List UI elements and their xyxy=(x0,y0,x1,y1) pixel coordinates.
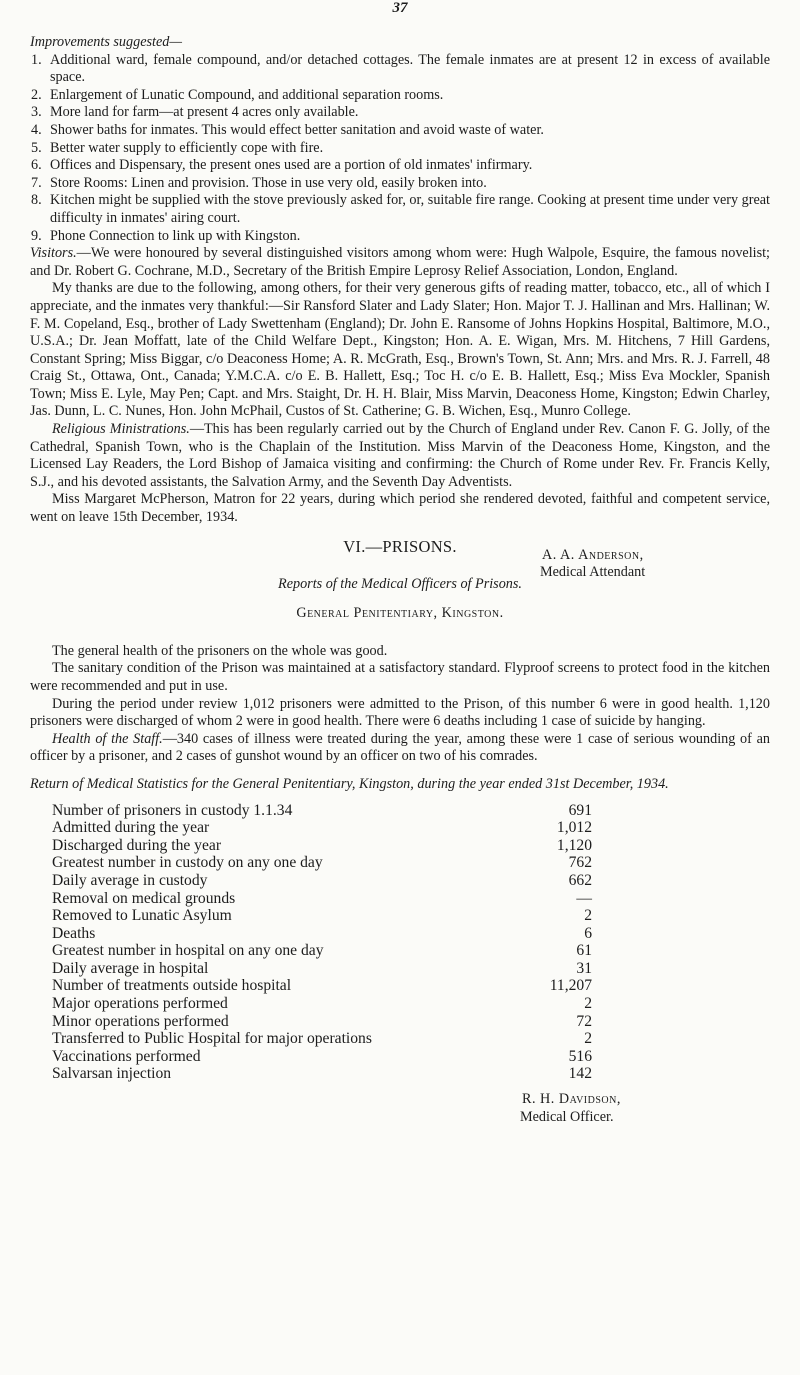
prisons-paragraph-2: The sanitary condition of the Prison was maintained at a satisfactory standard. Flyproof screens to protect food in the kitchen were recommended and put in use. xyxy=(30,660,770,694)
improvement-text: More land for farm—at present 4 acres only available. xyxy=(50,104,359,121)
stat-value: 1,012 xyxy=(556,819,592,837)
page-number: 37 xyxy=(392,0,408,16)
stat-row xyxy=(52,819,592,837)
stat-row xyxy=(52,907,592,925)
stat-value: 1,120 xyxy=(556,836,592,854)
stat-label: Number of prisoners in custody 1.1.34 xyxy=(52,801,293,819)
stat-label: Removed to Lunatic Asylum xyxy=(52,907,232,925)
prisons-section xyxy=(30,538,770,1126)
return-title: Return of Medical Statistics for the General Penitentiary, Kingston, during the year ended 31st December, 1934. xyxy=(30,775,669,792)
improvement-number: 8. xyxy=(31,192,42,209)
prisons-paragraph-1: The general health of the prisoners on the whole was good. xyxy=(52,642,388,659)
improvement-text: Offices and Dispensary, the present ones used are a portion of old inmates' infirmary. xyxy=(50,157,533,174)
stat-row xyxy=(52,872,592,890)
improvement-item xyxy=(30,228,770,246)
statistics-table xyxy=(52,802,592,1084)
section-title: VI.—PRISONS. xyxy=(343,537,457,556)
improvement-number: 3. xyxy=(31,104,42,121)
stat-value: 516 xyxy=(568,1047,592,1065)
improvement-text: Additional ward, female compound, and/or detached cottages. The female inmates are at present 12 in excess of available space. xyxy=(50,51,770,86)
signature-davidson xyxy=(520,1091,770,1126)
improvement-text: Phone Connection to link up with Kingston. xyxy=(50,227,301,244)
stat-value: 2 xyxy=(584,907,592,925)
stat-label: Salvarsan injection xyxy=(52,1065,172,1083)
stat-label: Deaths xyxy=(52,924,96,942)
stat-label: Admitted during the year xyxy=(52,819,210,837)
stat-row xyxy=(52,1013,592,1031)
institution-heading: General Penitentiary, Kingston. xyxy=(296,605,504,622)
stat-row xyxy=(52,942,592,960)
stat-value: 11,207 xyxy=(549,977,592,995)
stat-label: Minor operations performed xyxy=(52,1012,229,1030)
visitors-paragraph xyxy=(30,245,770,280)
improvement-number: 6. xyxy=(31,157,42,174)
improvement-number: 4. xyxy=(31,121,42,138)
stat-row xyxy=(52,995,592,1013)
stat-label: Greatest number in hospital on any one day xyxy=(52,942,324,960)
improvement-number: 1. xyxy=(31,51,42,68)
religious-paragraph xyxy=(30,421,770,491)
stat-label: Transferred to Public Hospital for major operations xyxy=(52,1030,372,1048)
stat-label: Daily average in custody xyxy=(52,871,208,889)
stat-value: 31 xyxy=(576,959,592,977)
asylum-report-section xyxy=(30,34,770,582)
stat-label: Major operations performed xyxy=(52,995,228,1013)
thanks-paragraph: My thanks are due to the following, among others, for their very generous gifts of reading matter, tobacco, etc., all of which I appreciate, and the inmates very thankful:—Sir Ransford Slater and Lady Slater; Hon. Major T. J. Hallinan and Mrs. Hallinan; W. F. M. Copeland, Esq., brother of Lady Swettenham (England); Dr. John E. Ransome of Johns Hopkins Hospital, Baltimore, M.O., U.S.A.; Dr. Jean Moffatt, late of the Child Welfare Dept., Kingston; Hon. A. E. Wigan, Mrs. M. Hitchens, 7 Hill Gardens, Constant Spring; Miss Biggar, c/o Deaconess Home; A. R. McGrath, Esq., Brown's Town, St. Ann; Mrs. and Mrs. R. J. Farrell, 48 Craig St., Ottawa, Ont., Canada; Y.M.C.A. c/o E. B. Hallett, Esq.; Toc H. c/o E. B. Hallett, Esq.; Miss Eva Mockler, Spanish Town; Miss E. Lyle, May Pen; Capt. and Mrs. Staight, Dr. H. H. Blair, Miss Marvin, Deaconess Home, Kingston; Edwin Charley, Jas. Dunn, L. C. Nunes, Hon. John McPhail, Custos of St. Catherine; G. B. Wichen, Esq., Munro College. xyxy=(30,280,770,420)
stat-label: Removal on medical grounds xyxy=(52,889,236,907)
religious-label: Religious Ministrations. xyxy=(52,421,190,438)
improvement-text: Store Rooms: Linen and provision. Those in use very old, easily broken into. xyxy=(50,174,487,191)
stat-value: 2 xyxy=(584,1030,592,1048)
stat-value: 691 xyxy=(568,801,592,819)
stat-row xyxy=(52,925,592,943)
improvements-heading: Improvements suggested— xyxy=(30,34,182,50)
staff-health-paragraph xyxy=(30,731,770,766)
stat-value: 72 xyxy=(576,1012,592,1030)
visitors-label: Visitors. xyxy=(30,245,77,262)
improvement-number: 2. xyxy=(31,86,42,103)
improvements-list xyxy=(30,52,770,246)
stat-value: — xyxy=(576,889,592,907)
signature-title: Medical Attendant xyxy=(540,564,646,581)
stat-row xyxy=(52,802,592,820)
stat-row xyxy=(52,1048,592,1066)
stat-row xyxy=(52,890,592,908)
improvement-item xyxy=(30,157,770,175)
improvement-item xyxy=(30,104,770,122)
improvement-item xyxy=(30,52,770,87)
signature-title: Medical Officer. xyxy=(520,1108,614,1125)
stat-row xyxy=(52,1030,592,1048)
staff-health-text: —340 cases of illness were treated during the year, among these were 1 case of serious wounding of an officer by a prisoner, and 2 cases of gunshot wound by an officer on two of his comrades. xyxy=(30,730,770,765)
stat-row xyxy=(52,1065,592,1083)
stat-value: 662 xyxy=(568,871,592,889)
improvement-number: 5. xyxy=(31,139,42,156)
signature-name: A. A. Anderson, xyxy=(542,546,644,563)
improvement-text: Shower baths for inmates. This would effect better sanitation and avoid waste of water. xyxy=(50,121,544,138)
staff-health-label: Health of the Staff. xyxy=(52,730,163,747)
stat-value: 762 xyxy=(568,854,592,872)
stat-row xyxy=(52,977,592,995)
improvement-item xyxy=(30,87,770,105)
improvement-item xyxy=(30,175,770,193)
improvement-text: Kitchen might be supplied with the stove previously asked for, or, suitable fire range. Cooking at present time under very great difficulty in inmates' airing court. xyxy=(50,192,770,226)
stat-value: 61 xyxy=(576,942,592,960)
stat-value: 142 xyxy=(568,1065,592,1083)
improvement-item xyxy=(30,122,770,140)
stat-row xyxy=(52,960,592,978)
stat-row xyxy=(52,837,592,855)
improvement-item xyxy=(30,192,770,227)
stat-label: Daily average in hospital xyxy=(52,959,209,977)
stat-label: Greatest number in custody on any one day xyxy=(52,854,323,872)
improvement-number: 7. xyxy=(31,174,42,191)
stat-row xyxy=(52,854,592,872)
religious-text: —This has been regularly carried out by the Church of England under Rev. Canon F. G. Jolly, of the Cathedral, Spanish Town, who is the Chaplain of the Institution. Miss Marvin of the Deaconess Home, Kingston, and the Licensed Lay Readers, the Lord Bishop of Jamaica visiting and confirming: the Church of Rome under Rev. Fr. Francis Kelly, S.J., and his devoted assistants, the Salvation Army, and the Seventh Day Adventists. xyxy=(30,421,770,490)
matron-paragraph: Miss Margaret McPherson, Matron for 22 years, during which period she rendered devoted, faithful and competent service, went on leave 15th December, 1934. xyxy=(30,491,770,526)
stat-label: Number of treatments outside hospital xyxy=(52,977,292,995)
improvement-item xyxy=(30,140,770,158)
visitors-text: —We were honoured by several distinguished visitors among whom were: Hugh Walpole, Esquire, the famous novelist; and Dr. Robert G. Cochrane, M.D., Secretary of the British Empire Leprosy Relief Association, London, England. xyxy=(30,245,770,279)
prisons-paragraph-3: During the period under review 1,012 prisoners were admitted to the Prison, of this number 6 were in good health. 1,120 prisoners were discharged of whom 2 were in good health. There were 6 deaths including 1 case of suicide by hanging. xyxy=(30,695,770,730)
improvement-text: Enlargement of Lunatic Compound, and additional separation rooms. xyxy=(50,86,444,103)
stat-value: 2 xyxy=(584,995,592,1013)
section-subtitle: Reports of the Medical Officers of Prisons. xyxy=(278,575,522,592)
improvement-number: 9. xyxy=(31,227,42,244)
stat-value: 6 xyxy=(584,924,592,942)
stat-label: Vaccinations performed xyxy=(52,1047,201,1065)
improvement-text: Better water supply to efficiently cope with fire. xyxy=(50,139,324,156)
signature-name: R. H. Davidson, xyxy=(522,1091,621,1108)
stat-label: Discharged during the year xyxy=(52,836,222,854)
